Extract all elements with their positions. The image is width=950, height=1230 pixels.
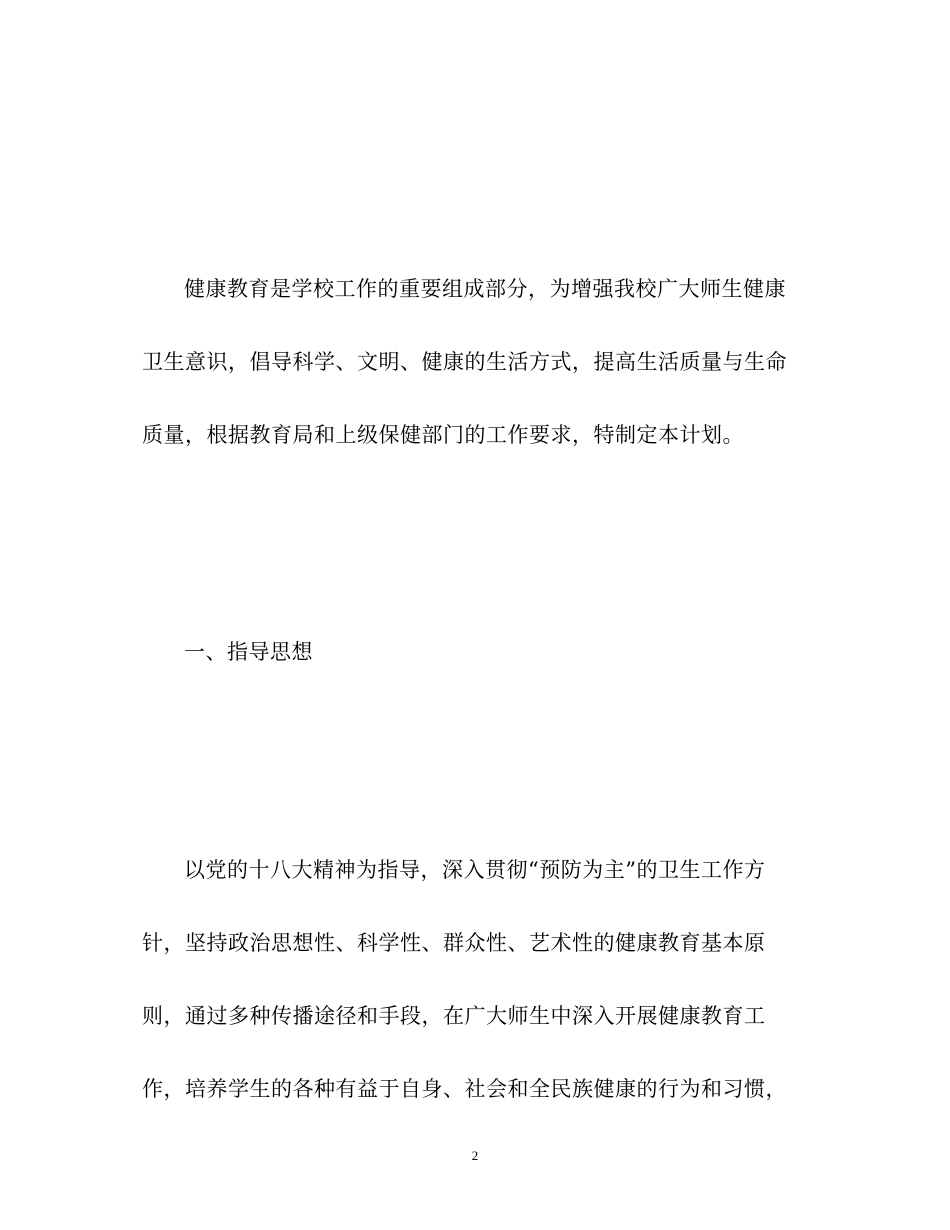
paragraph-line: 针，坚持政治思想性、科学性、群众性、艺术性的健康教育基本原 (142, 931, 766, 955)
paragraph-line: 质量，根据教育局和上级保健部门的工作要求，特制定本计划。 (142, 423, 744, 447)
paragraph-line: 作，培养学生的各种有益于自身、社会和全民族健康的行为和习惯， (142, 1077, 787, 1101)
paragraph-line: 健康教育是学校工作的重要组成部分，为增强我校广大师生健康 (184, 277, 786, 301)
section-heading (142, 616, 812, 689)
section-heading-text: 一、指导思想 (184, 640, 313, 664)
paragraph-line: 以党的十八大精神为指导，深入贯彻“预防为主”的卫生工作方 (184, 858, 766, 882)
paragraph-line: 则，通过多种传播途径和手段，在广大师生中深入开展健康教育工 (142, 1004, 766, 1028)
page-number: 2 (471, 1148, 479, 1163)
paragraph-line: 卫生意识，倡导科学、文明、健康的生活方式，提高生活质量与生命 (142, 350, 787, 374)
guiding-ideology-paragraph (142, 834, 812, 1126)
intro-paragraph (142, 253, 812, 472)
